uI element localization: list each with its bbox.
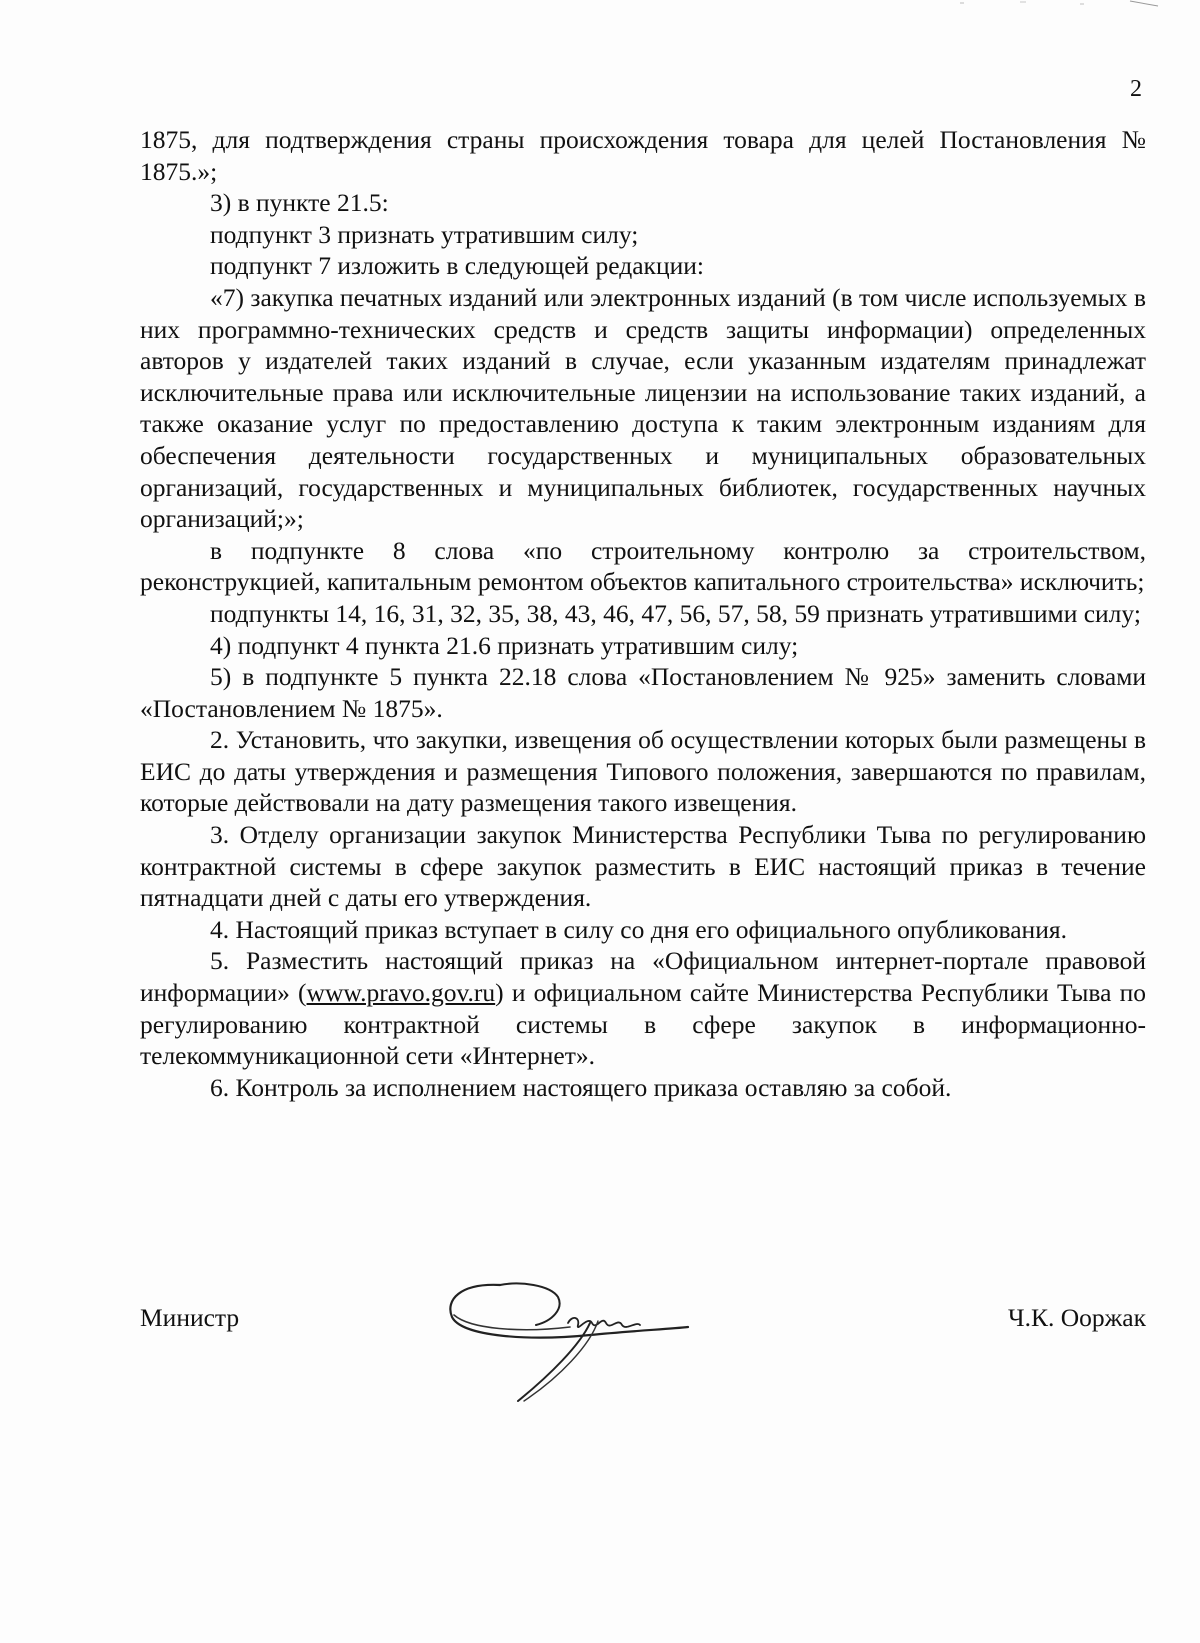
paragraph-point-4: 4. Настоящий приказ вступает в силу со дня его официального опубликования. [210,914,1067,944]
paragraph-subitem-7-text: «7) закупка печатных изданий или электронных изданий (в том числе используемых в них программно-технических средств и средств защиты информации) определенных авторов у издателей таких изданий в случае, если указанным издателям принадлежат исключительные права или исключительные лицензии на использование таких изданий, а также оказание услуг по предоставлению доступа к таким электронным изданиям для обеспечения деятельности государственных и муниципальных образовательных организаций, государственных и муниципальных библиотек, государственных научных организаций;»; [140,282,1146,534]
page-number: 2 [1130,76,1142,102]
paragraph-item-5: 5) в подпункте 5 пункта 22.18 слова «Постановлением № 925» заменить словами «Постановлением № 1875». [140,662,1146,723]
scan-edge-marks [660,0,1160,8]
handwritten-signature [440,1275,700,1405]
pravo-link[interactable]: www.pravo.gov.ru [306,978,496,1008]
signature-block [140,1303,1146,1433]
paragraph-subitem-7: подпункт 7 изложить в следующей редакции: [210,251,704,281]
paragraph-item-4: 4) подпункт 4 пункта 21.6 признать утратившим силу; [210,630,799,660]
paragraph-subitem-3: подпункт 3 признать утратившим силу; [210,219,639,249]
paragraph-point-3: 3. Отделу организации закупок Министерства Республики Тыва по регулированию контрактной системы в сфере закупок разместить в ЕИС настоящий приказ в течение пятнадцати дней с даты его утверждения. [140,820,1146,913]
paragraph-point-5-before: 5. Разместить настоящий приказ на «Официальном интернет-портале правовой информации» ( [140,946,1146,1008]
paragraph-point-2: 2. Установить, что закупки, извещения об осуществлении которых были размещены в ЕИС до даты утверждения и размещения Типового положения, завершаются по правилам, которые действовали на дату размещения такого извещения. [140,725,1146,818]
paragraph-subitems-void: подпункты 14, 16, 31, 32, 35, 38, 43, 46, 47, 56, 57, 58, 59 признать утратившими силу; [210,598,1141,628]
paragraph-item-3: 3) в пункте 21.5: [210,188,389,218]
paragraph-subitem-8: в подпункте 8 слова «по строительному контролю за строительством, реконструкцией, капитальным ремонтом объектов капитального строительства» исключить; [140,535,1146,597]
paragraph-continuation: 1875, для подтверждения страны происхождения товара для целей Постановления № 1875.»; [140,125,1146,186]
paragraph-point-6: 6. Контроль за исполнением настоящего приказа оставляю за собой. [210,1072,952,1102]
document-body [140,124,1146,1103]
paragraph-point-5-after: ) и официальном сайте Министерства Республики Тыва по регулированию контрактной системы в сфере закупок в информационно-телекоммуникационной сети «Интернет». [140,978,1146,1071]
signer-title: Министр [140,1303,240,1332]
signer-name: Ч.К. Ооржак [1008,1303,1146,1332]
paragraph-point-5 [140,945,1146,1071]
